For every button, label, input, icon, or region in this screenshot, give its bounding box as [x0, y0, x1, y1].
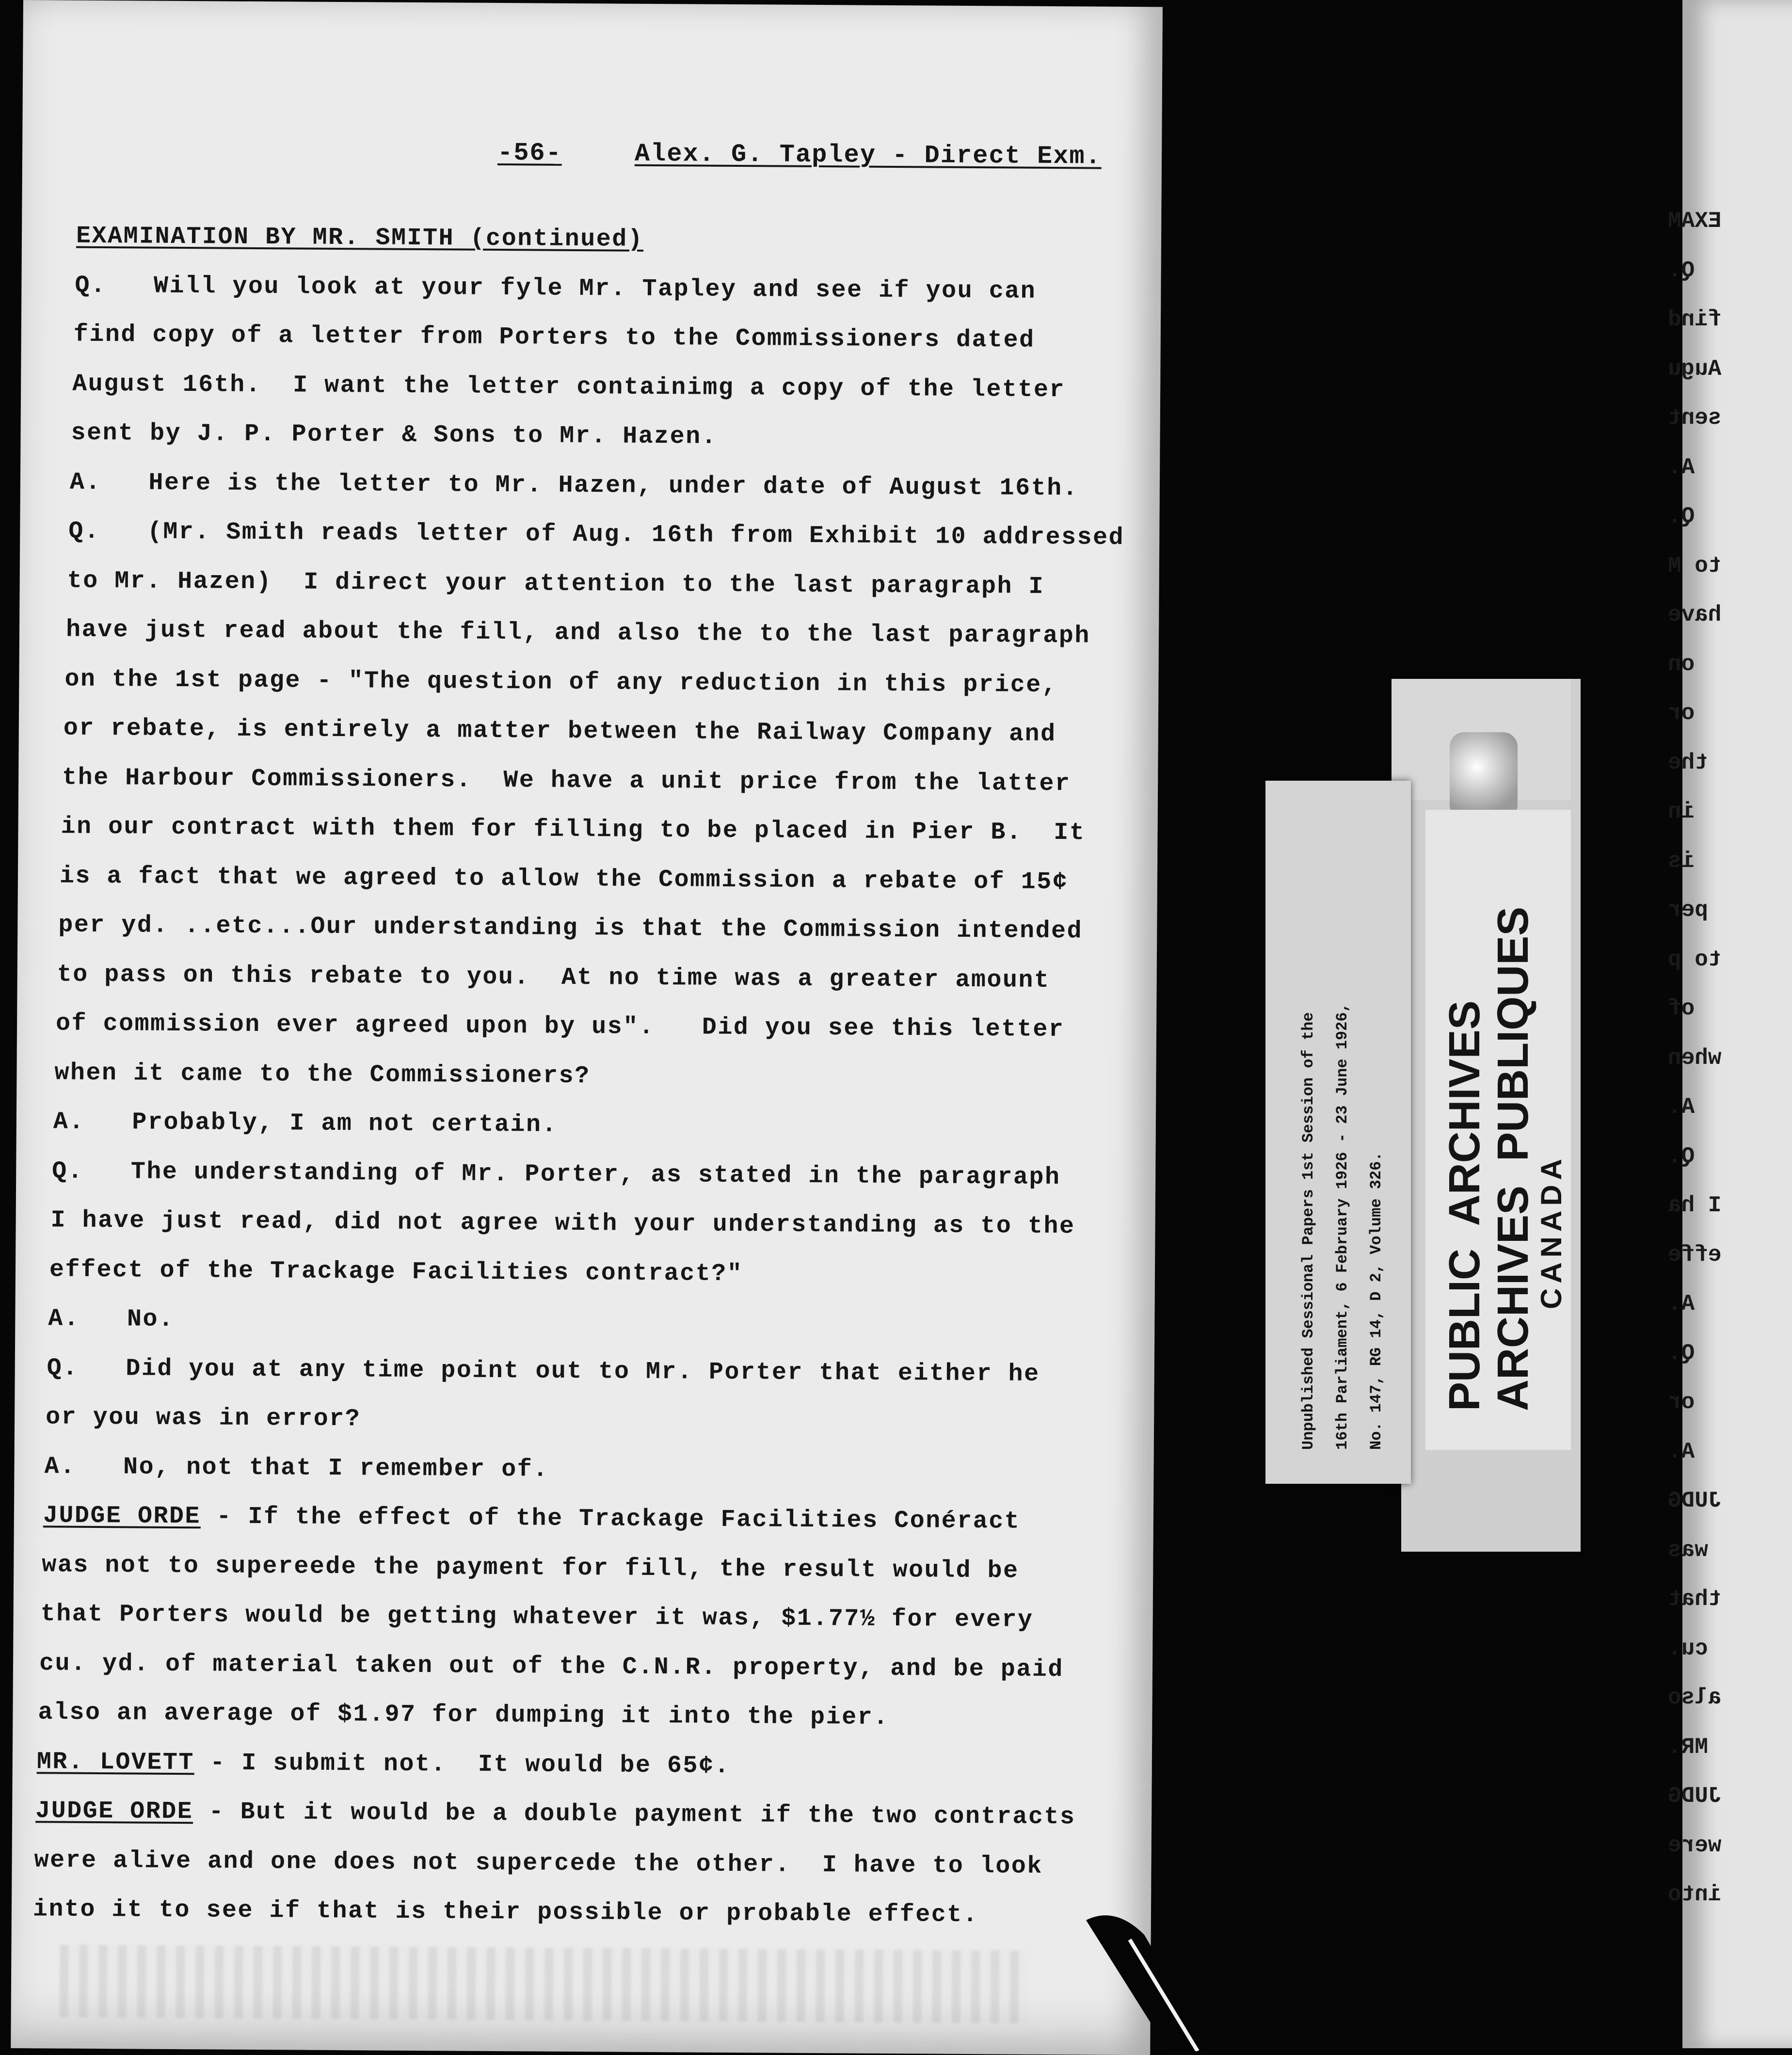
adjacent-fragment: into [1668, 1882, 1722, 1907]
page-number: -56- [497, 138, 562, 168]
transcript-line [66, 616, 1090, 650]
archive-note-line-1: Unpublished Sessional Papers 1st Session of the [1299, 1012, 1317, 1450]
transcript-line [68, 518, 1124, 552]
line-text: A. Here is the letter to Mr. Hazen, under date of August 16th. [69, 468, 1079, 502]
stamp-line-3: CANADA [1535, 1154, 1568, 1309]
transcript-line [49, 1256, 743, 1288]
transcript-line [60, 862, 1069, 896]
line-text: in our contract with them for filling to be placed in Pier B. It [61, 813, 1086, 847]
transcript-line [58, 911, 1083, 945]
transcript-line [53, 1108, 558, 1139]
transcript-line [43, 1502, 1021, 1535]
transcript-line [39, 1650, 1064, 1684]
adjacent-fragment: or [1668, 1390, 1695, 1415]
transcript-line [52, 1157, 1061, 1191]
line-text: have just read about the fill, and also the to the last paragraph [65, 616, 1091, 650]
adjacent-fragment: cu. [1668, 1636, 1708, 1661]
line-text: is a fact that we agreed to allow the Commission a rebate of 15¢ [59, 862, 1069, 896]
adjacent-fragment: the [1668, 750, 1708, 775]
transcript-line [48, 1305, 174, 1333]
transcript-line [72, 370, 1065, 404]
line-text: that Porters would be getting whatever it was, $1.77½ for every [40, 1600, 1034, 1634]
transcript-line [38, 1699, 889, 1732]
adjacent-fragment: A. [1668, 454, 1695, 480]
adjacent-fragment: I ha [1668, 1193, 1722, 1218]
line-text: A. No, not that I remember of. [44, 1452, 549, 1484]
line-text: effect of the Trackage Facilities contract?" [49, 1255, 743, 1288]
transcript-line [54, 1059, 590, 1090]
line-text: Q. Did you at any time point out to Mr. Porter that either he [47, 1354, 1040, 1388]
adjacent-fragment: find [1668, 307, 1722, 332]
adjacent-fragment: A. [1668, 1094, 1695, 1120]
document-page [11, 0, 1163, 2055]
stamp-line-2: ARCHIVES PUBLIQUES [1489, 906, 1537, 1411]
adjacent-fragment: Q. [1668, 1340, 1695, 1366]
transcript-line [44, 1453, 548, 1483]
line-text: the Harbour Commissioners. We have a unit price from the latter [62, 764, 1071, 798]
line-text: or you was in error? [45, 1403, 361, 1433]
adjacent-fragment: in [1668, 799, 1695, 824]
line-text: - I submit not. It would be 65¢. [194, 1749, 731, 1780]
transcript-line [75, 272, 1036, 305]
line-text: EXAMINATION BY MR. SMITH (continued) [76, 222, 644, 254]
archive-note-line-2: 16th Parliament, 6 February 1926 - 23 June 1926, [1333, 1003, 1351, 1450]
transcript-line [57, 961, 1050, 995]
adjacent-fragment: Q. [1668, 1143, 1695, 1169]
transcript-line [56, 1010, 1065, 1044]
adjacent-fragment: effe [1668, 1242, 1722, 1268]
line-text: or rebate, is entirely a matter between the Railway Company and [63, 714, 1056, 749]
adjacent-fragment: to p [1668, 947, 1722, 972]
line-text: of commission ever agreed upon by us". Did you see this letter [55, 1010, 1065, 1044]
line-text: August 16th. I want the letter containimg a copy of the letter [72, 370, 1066, 404]
transcript-line [64, 665, 1057, 699]
adjacent-fragment: JUDG [1668, 1488, 1722, 1513]
transcript-line [47, 1354, 1040, 1388]
transcript-line [50, 1206, 1075, 1240]
transcript-line [34, 1846, 1043, 1880]
line-text: to Mr. Hazen) I direct your attention to the last paragraph I [67, 567, 1045, 601]
adjacent-fragment: Q. [1668, 504, 1695, 529]
archive-note-line-3: No. 147, RG 14, D 2, Volume 326. [1367, 1152, 1385, 1450]
stamp-line-1: PUBLIC ARCHIVES [1440, 1000, 1489, 1411]
adjacent-fragment: is [1668, 848, 1695, 874]
line-text: - If the effect of the Trackage Facilities Conéract [200, 1503, 1021, 1536]
adjacent-fragment: that [1668, 1587, 1722, 1612]
adjacent-fragment: when [1668, 1045, 1722, 1071]
transcript-line [67, 567, 1045, 600]
pen-tip-icon [1086, 1906, 1212, 2051]
adjacent-fragment: sent [1668, 405, 1722, 431]
line-text: cu. yd. of material taken out of the C.N.R. property, and be paid [39, 1649, 1064, 1684]
line-text: on the 1st page - "The question of any reduction in this price, [64, 665, 1058, 699]
line-text: I have just read, did not agree with your understanding as to the [50, 1206, 1075, 1241]
bleed-through-text [60, 1945, 1030, 2023]
line-text: per yd. ..etc...Our understanding is that the Commission intended [58, 911, 1083, 946]
header-title: Alex. G. Tapley - Direct Exm. [634, 139, 1102, 171]
speaker-name: JUDGE ORDE [43, 1502, 201, 1531]
transcript-line [61, 813, 1085, 847]
adjacent-fragment: have [1668, 602, 1722, 627]
transcript-line [37, 1748, 731, 1780]
adjacent-fragment: Q. [1668, 257, 1695, 283]
transcript-line [35, 1797, 1076, 1831]
speaker-name: JUDGE ORDE [35, 1797, 193, 1826]
line-text: Q. The understanding of Mr. Porter, as stated in the paragraph [52, 1157, 1061, 1191]
adjacent-fragment: A. [1668, 1439, 1695, 1464]
transcript-line [64, 715, 1056, 749]
line-text: Q. Will you look at your fyle Mr. Tapley and see if you can [75, 272, 1037, 305]
speaker-name: MR. LOVETT [36, 1748, 195, 1777]
line-text: were alive and one does not supercede the other. I have to look [34, 1846, 1043, 1880]
adjacent-fragment: EXAM [1668, 209, 1722, 234]
adjacent-fragment: JUDG [1668, 1783, 1722, 1809]
paper-clip-icon [1450, 732, 1518, 819]
adjacent-fragment: to M [1668, 553, 1722, 578]
transcript-line [76, 223, 644, 254]
transcript-line [40, 1600, 1033, 1634]
transcript-line [74, 321, 1035, 354]
line-text: to pass on this rebate to you. At no time was a greater amount [57, 960, 1050, 995]
line-text: find copy of a letter from Porters to the Commissioners dated [73, 321, 1035, 354]
transcript-line [70, 468, 1079, 502]
adjacent-fragment: was [1668, 1537, 1708, 1563]
transcript-line [46, 1403, 361, 1433]
line-text: when it came to the Commissioners? [54, 1059, 591, 1090]
adjacent-fragment: of [1668, 996, 1695, 1021]
adjacent-fragment: per [1668, 898, 1708, 923]
adjacent-fragment: A. [1668, 1291, 1695, 1316]
adjacent-fragment: also [1668, 1685, 1722, 1710]
transcript-line [71, 419, 717, 451]
line-text: was not to supereede the payment for fill, the result would be [42, 1551, 1019, 1585]
adjacent-fragment: MR. [1668, 1734, 1708, 1760]
label-slip [1265, 781, 1411, 1484]
line-text: sent by J. P. Porter & Sons to Mr. Hazen. [71, 419, 718, 451]
archive-label [1265, 679, 1585, 1552]
adjacent-fragment: Augu [1668, 356, 1722, 382]
archive-stamp [1425, 810, 1571, 1450]
transcript-line [33, 1895, 979, 1929]
transcript-line [42, 1551, 1019, 1585]
adjacent-fragment: or [1668, 701, 1695, 726]
line-text: Q. (Mr. Smith reads letter of Aug. 16th from Exhibit 10 addressed [68, 517, 1125, 552]
transcript-line [62, 764, 1071, 798]
line-text: - But it would be a double payment if the two contracts [193, 1798, 1076, 1831]
page-header [497, 139, 1102, 171]
line-text: A. Probably, I am not certain. [53, 1108, 558, 1139]
line-text: also an average of $1.97 for dumping it into the pier. [38, 1699, 889, 1732]
line-text: into it to see if that is their possible or probable effect. [32, 1895, 979, 1929]
adjacent-fragment: were [1668, 1832, 1722, 1858]
line-text: A. No. [48, 1305, 175, 1333]
adjacent-fragment: on [1668, 651, 1695, 677]
